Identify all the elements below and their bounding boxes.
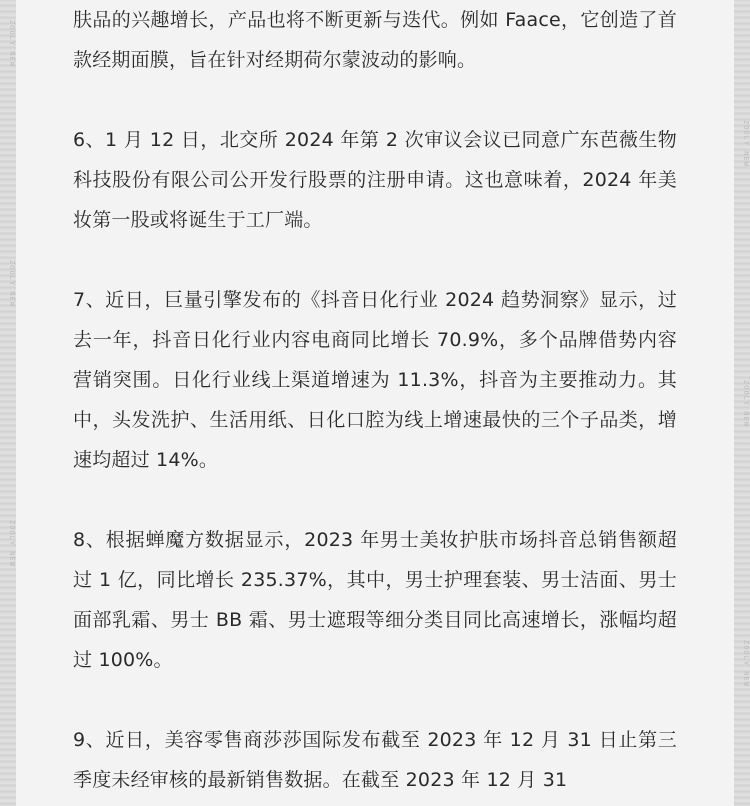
left-decorative-border: [0, 0, 16, 806]
article-body: [73, 0, 677, 800]
side-watermark-text: ZOOLY NEW: [8, 20, 16, 67]
article-page: [16, 0, 734, 806]
article-paragraph: 9、近日，美容零售商莎莎国际发布截至 2023 年 12 月 31 日止第三季度未经审核的最新销售数据。在截至 2023 年 12 月 31: [73, 729, 677, 791]
article-paragraph: 6、1 月 12 日，北交所 2024 年第 2 次审议会议已同意广东芭薇生物科技股份有限公司公开发行股票的注册申请。这也意味着，2024 年美妆第一股或将诞生于工厂端。: [73, 129, 677, 231]
side-watermark-text: ZOOLY NEW: [8, 520, 16, 567]
side-watermark-text: ZOOLY NEW: [8, 260, 16, 307]
article-paragraph: 8、根据蝉魔方数据显示，2023 年男士美妆护肤市场抖音总销售额超过 1 亿，同比增长 235.37%，其中，男士护理套装、男士洁面、男士面部乳霜、男士 BB 霜、男士遮瑕等细分类目同比高速增长，涨幅均超过 100%。: [73, 529, 677, 671]
side-watermark-text: ZOOLY NEW: [742, 380, 750, 427]
article-paragraph: 肤品的兴趣增长，产品也将不断更新与迭代。例如 Faace，它创造了首款经期面膜，旨在针对经期荷尔蒙波动的影响。: [73, 9, 677, 71]
side-watermark-text: ZOOLY NEW: [742, 640, 750, 687]
right-decorative-border: [734, 0, 750, 806]
side-watermark-text: ZOOLY NEW: [742, 120, 750, 167]
article-paragraph: 7、近日，巨量引擎发布的《抖音日化行业 2024 趋势洞察》显示，过去一年，抖音日化行业内容电商同比增长 70.9%，多个品牌借势内容营销突围。日化行业线上渠道增速为 11.3%，抖音为主要推动力。其中，头发洗护、生活用纸、日化口腔为线上增速最快的三个子品类，增速均超过 14%。: [73, 289, 677, 471]
